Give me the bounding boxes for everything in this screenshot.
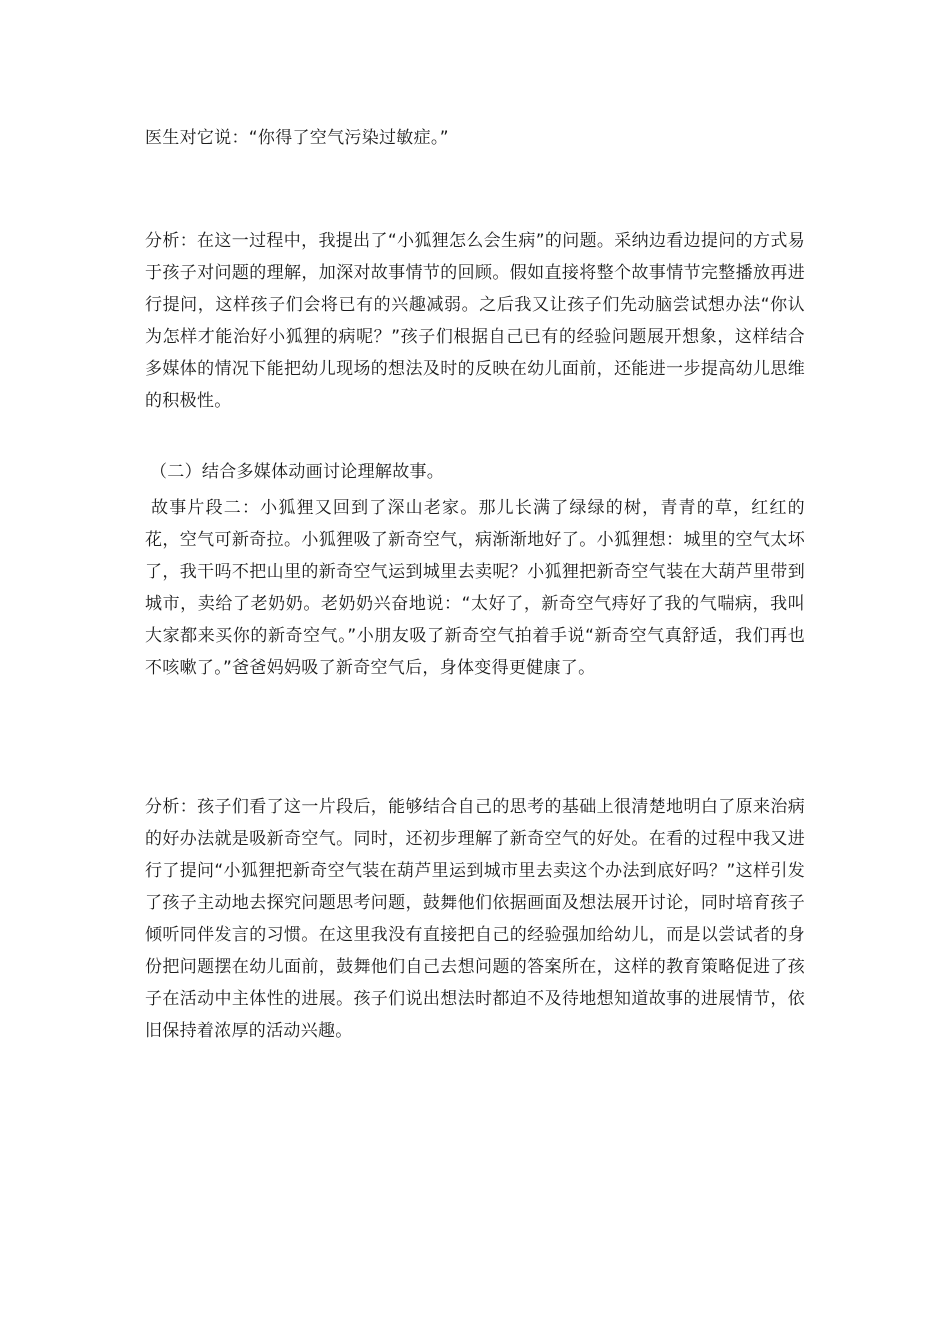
dialogue-paragraph: 医生对它说：“你得了空气污染过敏症。”: [145, 128, 449, 148]
section-heading: （二）结合多媒体动画讨论理解故事。: [150, 462, 445, 482]
analysis-paragraph-1: 分析：在这一过程中，我提出了“小狐狸怎么会生病”的问题。采纳边看边提问的方式易于孩子对问题的理解，加深对故事情节的回顾。假如直接将整个故事情节完整播放再进行提问，这样孩子们会将已有的兴趣减弱。之后我又让孩子们先动脑尝试想办法“你认为怎样才能治好小狐狸的病呢？”孩子们根据自己已有的经验问题展开想象，这样结合多媒体的情况下能把幼儿现场的想法及时的反映在幼儿面前，还能进一步提高幼儿思维的积极性。: [145, 231, 805, 411]
analysis-paragraph-2: 分析：孩子们看了这一片段后，能够结合自己的思考的基础上很清楚地明白了原来治病的好办法就是吸新奇空气。同时，还初步理解了新奇空气的好处。在看的过程中我又进行了提问“小狐狸把新奇空气装在葫芦里运到城市里去卖这个办法到底好吗？”这样引发了孩子主动地去探究问题思考问题，鼓舞他们依据画面及想法展开讨论，同时培育孩子倾听同伴发言的习惯。在这里我没有直接把自己的经验强加给幼儿，而是以尝试者的身份把问题摆在幼儿面前，鼓舞他们自己去想问题的答案所在，这样的教育策略促进了孩子在活动中主体性的进展。孩子们说出想法时都迫不及待地想知道故事的进展情节，依旧保持着浓厚的活动兴趣。: [145, 797, 805, 1041]
story-segment-paragraph: 故事片段二：小狐狸又回到了深山老家。那儿长满了绿绿的树，青青的草，红红的花，空气可新奇拉。小狐狸吸了新奇空气，病渐渐地好了。小狐狸想：城里的空气太坏了，我干吗不把山里的新奇空气运到城里去卖呢？小狐狸把新奇空气装在大葫芦里带到城市，卖给了老奶奶。老奶奶兴奋地说：“太好了，新奇空气痔好了我的气喘病，我叫大家都来买你的新奇空气。”小朋友吸了新奇空气拍着手说“新奇空气真舒适，我们再也不咳嗽了。”爸爸妈妈吸了新奇空气后，身体变得更健康了。: [145, 498, 805, 678]
